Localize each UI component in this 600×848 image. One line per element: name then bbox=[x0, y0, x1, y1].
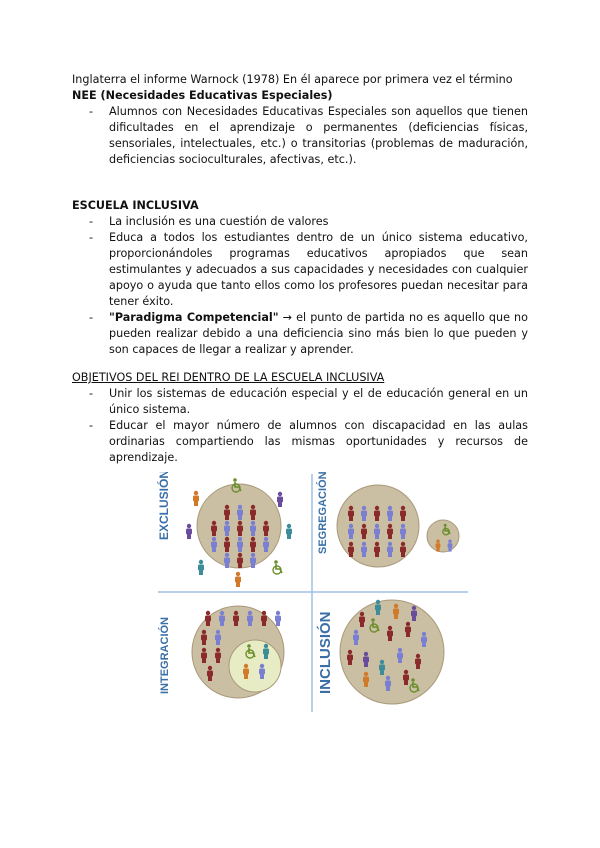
list-item: - Alumnos con Necesidades Educativas Especiales son aquellos que tienen dificultades en el aprendizaje o permanentes (deficiencias físicas, sensoriales, intelectuales, etc.) o transitorias (problemas de maduración, deficiencias socioculturales, afectivas, etc.). bbox=[109, 104, 528, 168]
section-heading-inclusive: ESCUELA INCLUSIVA bbox=[72, 199, 199, 212]
intro-list bbox=[72, 104, 528, 168]
list-item bbox=[109, 310, 528, 358]
inclusive-list bbox=[72, 214, 528, 358]
label-exclusion: EXCLUSIÓN bbox=[157, 472, 171, 540]
intro-line: Inglaterra el informe Warnock (1978) En él aparece por primera vez el término bbox=[72, 73, 513, 86]
paradigm-term: "Paradigma Competencial" bbox=[109, 311, 279, 324]
label-inclusion: INCLUSIÓN bbox=[317, 611, 334, 694]
diagram-svg bbox=[152, 472, 470, 714]
list-item: - Educa a todos los estudiantes dentro de un único sistema educativo, proporcionándoles programas educativos apropiados que sean estimulantes y adecuados a sus capacidades y necesidades con cualquier apoyo o ayuda que tanto ellos como los profesores puedan necesitar para tener éxito. bbox=[109, 230, 528, 310]
objectives-list bbox=[72, 386, 528, 466]
person-icon bbox=[277, 492, 283, 507]
wheelchair-icon bbox=[273, 560, 282, 574]
person-icon bbox=[186, 524, 192, 539]
person-icon bbox=[198, 560, 204, 575]
inclusion-circle bbox=[340, 600, 444, 704]
person-icon bbox=[275, 611, 281, 626]
person-icon bbox=[235, 572, 241, 587]
paradigm-text: → el punto de partida no es aquello que no pueden realizar debido a una deficiencia sino más bien lo que pueden y son capaces de llegar a realizar y aprender. bbox=[109, 311, 528, 356]
integration-inner-circle bbox=[229, 640, 281, 692]
person-icon bbox=[193, 491, 199, 506]
list-item: - Unir los sistemas de educación especial y el de educación general en un único sistema. bbox=[109, 386, 528, 418]
list-item: - Educar el mayor número de alumnos con discapacidad en las aulas ordinarias compartiendo las mismas oportunidades y recursos de aprendizaje. bbox=[109, 418, 528, 466]
inclusion-diagram bbox=[152, 472, 470, 714]
segregation-small-circle bbox=[427, 520, 459, 552]
list-item: - La inclusión es una cuestión de valores bbox=[109, 214, 528, 230]
nee-term: NEE (Necesidades Educativas Especiales) bbox=[72, 89, 333, 102]
label-segregation: SEGREGACIÓN bbox=[317, 472, 329, 554]
document-body bbox=[72, 72, 528, 466]
person-icon bbox=[286, 524, 292, 539]
section-heading-objectives: OBJETIVOS DEL REI DENTRO DE LA ESCUELA INCLUSIVA bbox=[72, 371, 385, 384]
label-integration: INTEGRACIÓN bbox=[159, 617, 171, 694]
